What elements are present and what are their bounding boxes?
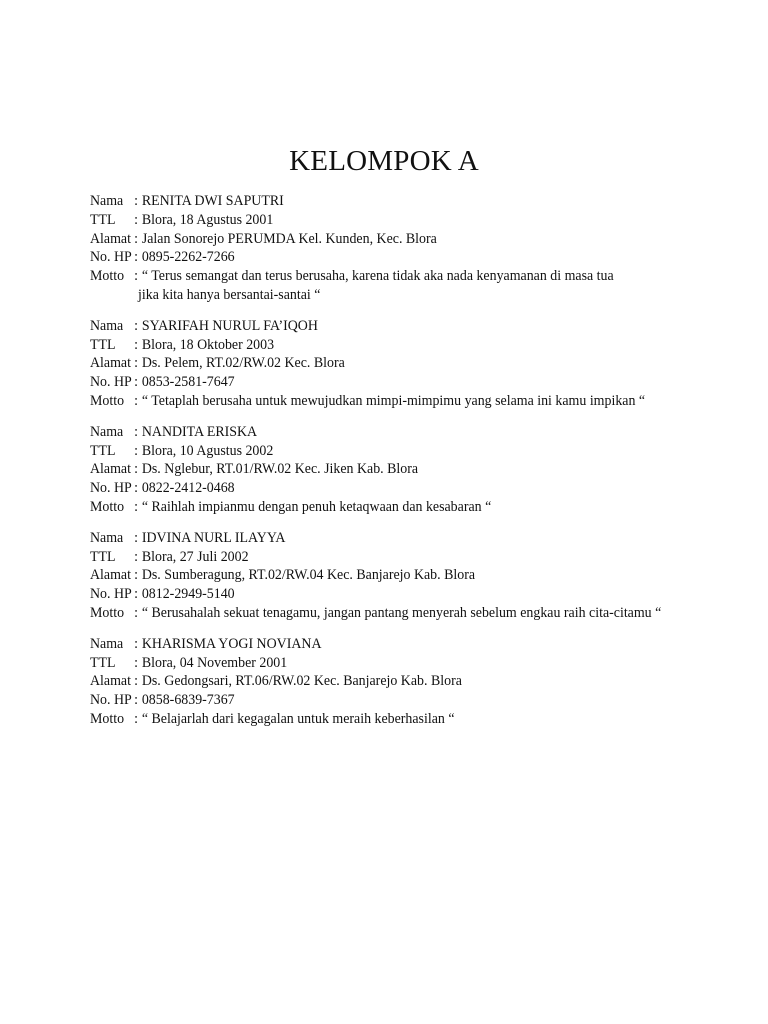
ttl-label: TTL — [90, 548, 116, 565]
member-motto-row — [90, 267, 685, 286]
page-title: KELOMPOK A — [289, 145, 479, 177]
member-address: Ds. Sumberagung, RT.02/RW.04 Kec. Banjarejo Kab. Blora — [141, 567, 476, 584]
separator: : — [134, 692, 139, 709]
phone-label: No. HP — [90, 480, 132, 497]
separator: : — [134, 317, 139, 334]
separator: : — [134, 604, 139, 621]
separator: : — [134, 423, 139, 440]
member-address-row — [90, 354, 685, 373]
motto-label: Motto — [90, 268, 125, 285]
phone-label: No. HP — [90, 249, 132, 266]
member-name: KHARISMA YOGI NOVIANA — [141, 635, 322, 652]
motto-label: Motto — [90, 604, 125, 621]
member-entry — [90, 635, 710, 729]
separator: : — [134, 586, 139, 603]
separator: : — [134, 498, 139, 515]
phone-label: No. HP — [90, 692, 132, 709]
member-ttl-row — [90, 654, 685, 673]
member-name-row — [90, 317, 685, 336]
separator: : — [134, 392, 139, 409]
member-ttl: Blora, 18 Agustus 2001 — [141, 211, 274, 228]
member-ttl-row — [90, 442, 685, 461]
separator: : — [134, 355, 139, 372]
member-ttl: Blora, 18 Oktober 2003 — [141, 336, 275, 353]
separator: : — [134, 710, 139, 727]
member-name: NANDITA ERISKA — [141, 423, 258, 440]
separator: : — [134, 336, 139, 353]
separator: : — [134, 442, 139, 459]
phone-label: No. HP — [90, 586, 132, 603]
member-entry — [90, 423, 710, 517]
member-motto-continuation — [90, 286, 685, 305]
name-label: Nama — [90, 529, 124, 546]
member-phone-row — [90, 248, 685, 267]
name-label: Nama — [90, 317, 124, 334]
separator: : — [134, 567, 139, 584]
member-entry — [90, 317, 710, 411]
separator: : — [134, 268, 139, 285]
member-name: RENITA DWI SAPUTRI — [141, 193, 284, 209]
address-label: Alamat — [90, 567, 131, 584]
member-name: IDVINA NURL ILAYYA — [141, 529, 286, 546]
member-name-row — [90, 635, 685, 654]
member-motto-row — [90, 604, 685, 623]
member-motto-row — [90, 392, 685, 411]
member-phone: 0822-2412-0468 — [141, 480, 235, 497]
member-motto: “ Raihlah impianmu dengan penuh ketaqwaan dan kesabaran “ — [141, 498, 492, 515]
name-label: Nama — [90, 193, 124, 209]
ttl-label: TTL — [90, 654, 116, 671]
member-phone: 0858-6839-7367 — [141, 692, 235, 709]
name-label: Nama — [90, 635, 124, 652]
member-ttl-row — [90, 211, 685, 230]
member-motto: “ Tetaplah berusaha untuk mewujudkan mimpi-mimpimu yang selama ini kamu impikan “ — [141, 392, 646, 409]
member-address-row — [90, 460, 685, 479]
address-label: Alamat — [90, 230, 131, 247]
member-motto-line2: jika kita hanya bersantai-santai “ — [138, 286, 321, 303]
member-phone-row — [90, 373, 685, 392]
member-ttl-row — [90, 336, 685, 355]
separator: : — [134, 654, 139, 671]
separator: : — [134, 673, 139, 690]
separator: : — [134, 480, 139, 497]
member-name: SYARIFAH NURUL FA’IQOH — [141, 317, 318, 334]
member-phone: 0895-2262-7266 — [141, 249, 235, 266]
motto-label: Motto — [90, 498, 125, 515]
member-name-row — [90, 423, 685, 442]
member-name-row — [90, 529, 685, 548]
member-motto-row — [90, 498, 685, 517]
member-ttl: Blora, 10 Agustus 2002 — [141, 442, 274, 459]
member-entry — [90, 529, 710, 623]
member-address: Jalan Sonorejo PERUMDA Kel. Kunden, Kec. Blora — [141, 230, 437, 247]
member-phone-row — [90, 479, 685, 498]
separator: : — [134, 529, 139, 546]
member-phone-row — [90, 585, 685, 604]
member-name-row — [90, 192, 685, 211]
ttl-label: TTL — [90, 442, 116, 459]
member-address: Ds. Nglebur, RT.01/RW.02 Kec. Jiken Kab. Blora — [141, 461, 419, 478]
separator: : — [134, 193, 139, 209]
member-motto: “ Berusahalah sekuat tenagamu, jangan pantang menyerah sebelum engkau raih cita-citamu “ — [141, 604, 662, 621]
separator: : — [134, 461, 139, 478]
member-motto: “ Belajarlah dari kegagalan untuk meraih keberhasilan “ — [141, 710, 455, 727]
member-ttl-row — [90, 548, 685, 567]
member-phone: 0812-2949-5140 — [141, 586, 235, 603]
member-phone-row — [90, 691, 685, 710]
member-phone: 0853-2581-7647 — [141, 374, 235, 391]
motto-label: Motto — [90, 392, 125, 409]
phone-label: No. HP — [90, 374, 132, 391]
member-address: Ds. Pelem, RT.02/RW.02 Kec. Blora — [141, 355, 345, 372]
address-label: Alamat — [90, 673, 131, 690]
member-address-row — [90, 566, 685, 585]
separator: : — [134, 211, 139, 228]
member-ttl: Blora, 27 Juli 2002 — [141, 548, 249, 565]
separator: : — [134, 374, 139, 391]
member-address-row — [90, 672, 685, 691]
ttl-label: TTL — [90, 336, 116, 353]
member-address: Ds. Gedongsari, RT.06/RW.02 Kec. Banjarejo Kab. Blora — [141, 673, 462, 690]
address-label: Alamat — [90, 461, 131, 478]
separator: : — [134, 249, 139, 266]
ttl-label: TTL — [90, 211, 116, 228]
member-entry — [90, 192, 710, 305]
motto-label: Motto — [90, 710, 125, 727]
separator: : — [134, 548, 139, 565]
separator: : — [134, 635, 139, 652]
member-motto: “ Terus semangat dan terus berusaha, karena tidak aka nada kenyamanan di masa tua — [141, 268, 614, 285]
address-label: Alamat — [90, 355, 131, 372]
member-ttl: Blora, 04 November 2001 — [141, 654, 288, 671]
member-motto-row — [90, 710, 685, 729]
member-list — [90, 192, 710, 741]
member-address-row — [90, 230, 685, 249]
name-label: Nama — [90, 423, 124, 440]
separator: : — [134, 230, 139, 247]
